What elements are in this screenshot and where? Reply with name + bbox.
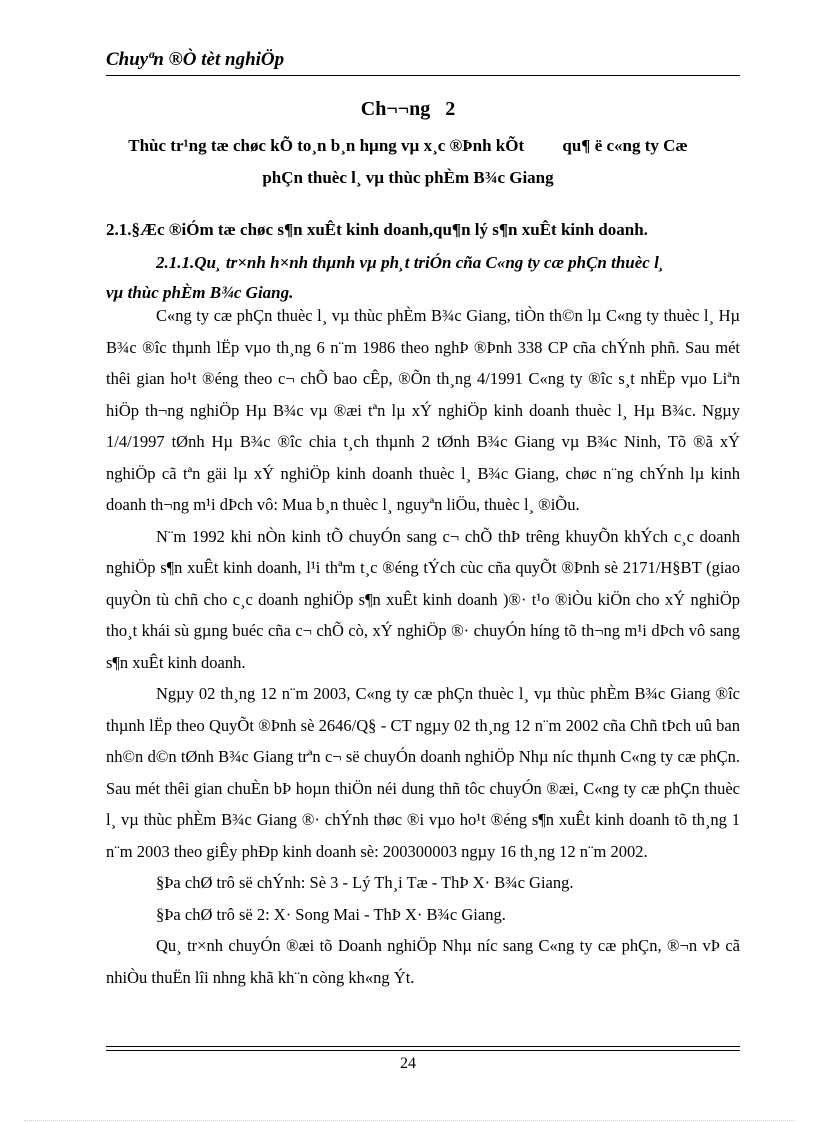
- chapter-title: [0, 130, 816, 194]
- paragraph: C«ng ty cæ phÇn thuèc l¸ vµ thùc phÈm B¾c Giang, tiÒn th©n lµ C«ng ty thuèc l¸ Hµ B¾c ®îc thµnh lËp vµo th¸ng 6 n¨m 1986 theo nghÞ ®Þnh 338 CP cña chÝnh phñ. Sau mét thêi gian ho¹t ®éng theo c¬ chÕ bao cÊp, ®Õn th¸ng 4/1991 C«ng ty ®îc s¸t nhËp vµo Liªn hiÖp th¬ng nghiÖp Hµ B¾c vµ ®æi tªn lµ xÝ nghiÖp kinh doanh thuèc l¸ Hµ B¾c. Ngµy 1/4/1997 tØnh Hµ B¾c ®îc chia t¸ch thµnh 2 tØnh B¾c Giang vµ B¾c Ninh, Tõ ®ã xÝ nghiÖp cã tªn gäi lµ xÝ nghiÖp kinh doanh thuèc l¸ B¾c Giang, chøc n¨ng chÝnh lµ kinh doanh th¬ng m¹i dÞch vô: Mua b¸n thuèc l¸ nguyªn liÖu, thuèc l¸ ®iÕu.: [106, 306, 740, 514]
- running-header: Chuyªn ®Ò tèt nghiÖp: [106, 49, 285, 70]
- section-heading: 2.1.§Æc ®iÓm tæ chøc s¶n xuÊt kinh doanh,qu¶n lý s¶n xuÊt kinh doanh.: [106, 220, 648, 239]
- body-text: [106, 300, 740, 993]
- chapter-number: Ch¬¬ng 2: [360, 98, 456, 120]
- paragraph: Qu¸ tr×nh chuyÓn ®æi tõ Doanh nghiÖp Nhµ níc sang C«ng ty cæ phÇn, ®¬n vÞ cã nhiÒu thuËn lîi nhng khã kh¨n còng kh«ng Ýt.: [106, 936, 740, 987]
- footer-divider: [106, 1046, 740, 1047]
- paragraph: N¨m 1992 khi nÒn kinh tÕ chuyÓn sang c¬ chÕ thÞ trêng khuyÕn khÝch c¸c doanh nghiÖp s¶n xuÊt kinh doanh, l¹i thªm t¸c ®éng tÝch cùc cña quyÕt ®Þnh sè 2171/H§BT (giao quyÒn tù chñ cho c¸c doanh nghiÖp s¶n xuÊt kinh doanh )®· t¹o ®iÒu kiÖn cho xÝ nghiÖp tho¸t khái sù gµng buéc cña c¬ chÕ cò, xÝ nghiÖp ®· chuyÓn híng tõ th¬ng m¹i dÞch vô sang s¶n xuÊt kinh doanh.: [106, 526, 740, 672]
- page-edge-line: [24, 1120, 794, 1121]
- chapter-title-line: phÇn thuèc l¸ vµ thùc phÈm B¾c Giang: [262, 168, 554, 187]
- subsection-heading-line: 2.1.1.Qu¸ tr×nh h×nh thµnh vµ ph¸t triÓn cña C«ng ty cæ phÇn thuèc l¸: [156, 253, 665, 272]
- footer-divider: [106, 1050, 740, 1051]
- paragraph: §Þa chØ trô së chÝnh: Sè 3 - Lý Th¸i Tæ - ThÞ X· B¾c Giang.: [156, 873, 574, 892]
- paragraph: Ngµy 02 th¸ng 12 n¨m 2003, C«ng ty cæ phÇn thuèc l¸ vµ thùc phÈm B¾c Giang ®îc thµnh lËp theo QuyÕt ®Þnh sè 2646/Q§ - CT ngµy 02 th¸ng 12 n¨m 2002 cña Chñ tÞch uû ban nh©n d©n tØnh B¾c Giang trªn c¬ së chuyÓn doanh nghiÖp Nhµ níc thµnh C«ng ty cæ phÇn. Sau mét thêi gian chuÈn bÞ hoµn thiÖn néi dung thñ tôc chuyÓn ®æi, C«ng ty cæ phÇn thuèc l¸ vµ thùc phÈm B¾c Giang ®· chÝnh thøc ®i vµo ho¹t ®éng s¶n xuÊt kinh doanh tõ th¸ng 1 n¨m 2003 theo giÊy phÐp kinh doanh sè: 200300003 ngµy 16 th¸ng 12 n¨m 2002.: [106, 684, 740, 861]
- paragraph: §Þa chØ trô së 2: X· Song Mai - ThÞ X· B¾c Giang.: [156, 904, 506, 924]
- subsection-heading-line: vµ thùc phÈm B¾c Giang.: [106, 283, 294, 302]
- subsection-heading: [106, 248, 740, 308]
- header-divider: [106, 75, 740, 76]
- chapter-title-line: Thùc tr¹ng tæ chøc kÕ to¸n b¸n hµng vµ x¸c ®Þnh kÕt qu¶ ë c«ng ty Cæ: [128, 136, 688, 155]
- page-number: 24: [400, 1055, 416, 1072]
